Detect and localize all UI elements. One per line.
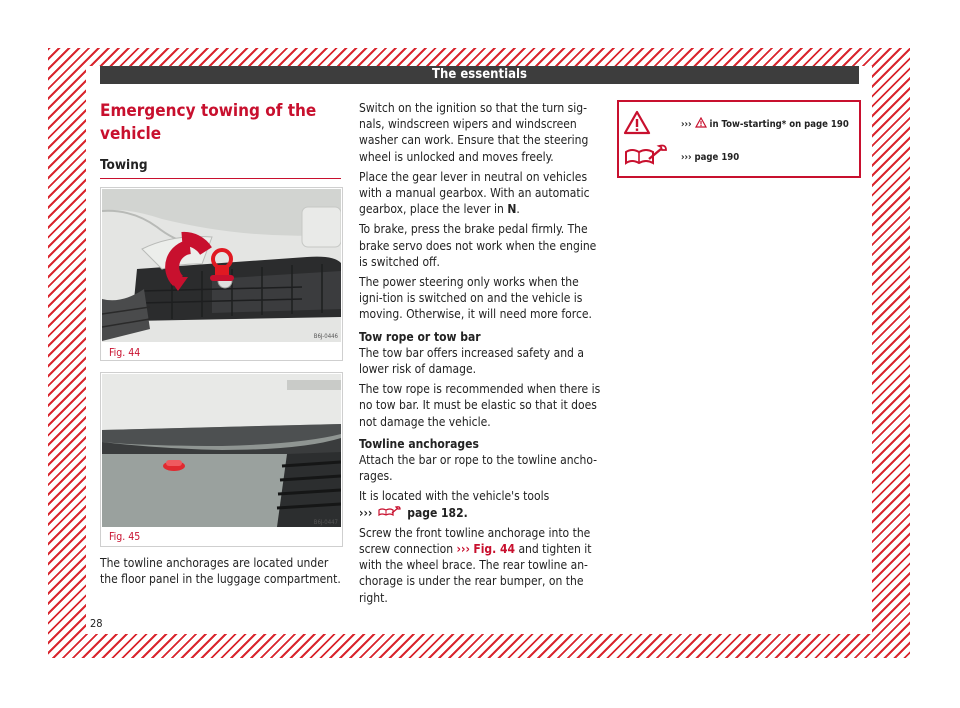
paragraph-screw: Screw the front towline anchorage into the screw connection ››› Fig. 44 and tighten it with the wheel brace. The rear towline an-chorage is under the rear bumper, on the right. xyxy=(359,525,592,605)
paragraph-power-steering: The power steering only works when the igni-tion is switched on and the vehicle is moving. Otherwise, it will need more force. xyxy=(359,275,592,322)
paragraph-gear-lever: Place the gear lever in neutral on vehicles with a manual gearbox. With an automatic gearbox, place the lever in N. xyxy=(359,169,590,217)
warning-ref-page[interactable]: ››› page 190 xyxy=(681,152,740,163)
fig44-link[interactable]: Fig. 44 xyxy=(473,542,516,557)
paragraph-attach: Attach the bar or rope to the towline ancho-rages. xyxy=(359,453,598,484)
figure-45 xyxy=(100,372,343,547)
figure-44-caption: Fig. 44 xyxy=(109,347,141,359)
paragraph-tow-rope: The tow rope is recommended when there is no tow bar. It must be elastic so that it does not damage the vehicle. xyxy=(359,382,601,429)
left-paragraph: The towline anchorages are located under the floor panel in the luggage compartment. xyxy=(100,556,341,587)
heading-towline-anchorages: Towline anchorages xyxy=(359,436,479,451)
title-divider xyxy=(100,178,341,179)
fig44-link-arrows[interactable]: ››› xyxy=(456,542,470,557)
section-subtitle: Towing xyxy=(100,157,148,173)
paragraph-tow-bar: The tow bar offers increased safety and a lower risk of damage. xyxy=(359,345,584,377)
figure-45-code: B6J-0447 xyxy=(313,519,338,526)
figure-44-image xyxy=(102,189,341,342)
heading-tow-rope: Tow rope or tow bar xyxy=(359,329,481,344)
warning-triangle-icon xyxy=(623,110,651,135)
warning-triangle-small-icon xyxy=(695,117,707,128)
warning-box xyxy=(617,100,861,178)
gear-position-n: N xyxy=(507,202,517,217)
figure-44-code: B6J-0446 xyxy=(313,333,338,340)
book-wrench-icon xyxy=(624,144,668,168)
figure-45-image xyxy=(102,374,341,527)
warning-ref-tow-starting[interactable]: ››› in Tow-starting* on page 190 xyxy=(681,119,849,130)
section-title: Emergency towing of the vehicle xyxy=(100,101,317,144)
paragraph-tools: It is located with the vehicle's tools xyxy=(359,489,550,504)
figure-44 xyxy=(100,187,343,361)
paragraph-brake: To brake, press the brake pedal firmly. The brake servo does not work when the engine is switched off. xyxy=(359,222,597,269)
book-wrench-icon xyxy=(378,506,402,518)
paragraph-ignition: Switch on the ignition so that the turn sig-nals, windscreen wipers and windscreen washer can work. Ensure that the steering wheel is unlocked and moves freely. xyxy=(359,101,589,164)
paragraph-tools-ref[interactable]: ››› page 182. xyxy=(359,505,468,520)
header-title: The essentials xyxy=(100,66,859,84)
figure-45-caption: Fig. 45 xyxy=(109,531,141,543)
main-text-column xyxy=(359,100,604,610)
page-number: 28 xyxy=(90,617,103,630)
